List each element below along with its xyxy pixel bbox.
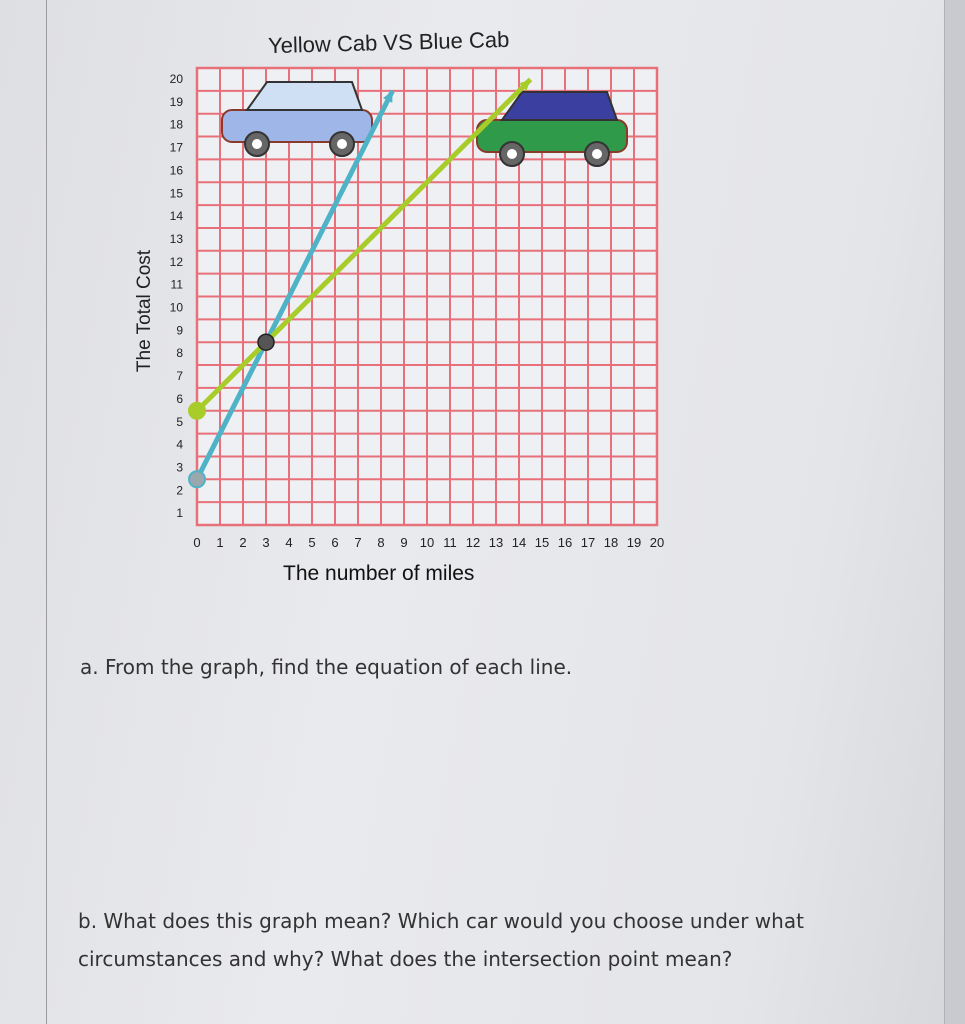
y-tick-label: 20 bbox=[169, 72, 183, 86]
x-tick-label: 16 bbox=[557, 535, 573, 550]
series-start-point-1 bbox=[189, 471, 205, 487]
y-tick-label: 16 bbox=[169, 163, 183, 178]
y-tick-label: 14 bbox=[169, 209, 183, 224]
chart-title: Yellow Cab VS Blue Cab bbox=[267, 26, 510, 59]
x-tick-label: 6 bbox=[331, 535, 339, 550]
y-tick-label: 13 bbox=[169, 231, 183, 246]
x-tick-label: 12 bbox=[465, 535, 481, 550]
y-tick-label: 7 bbox=[176, 369, 183, 384]
y-tick-label: 18 bbox=[169, 117, 183, 132]
y-tick-label: 5 bbox=[176, 414, 183, 429]
y-tick-label: 2 bbox=[176, 483, 183, 498]
x-tick-label: 4 bbox=[285, 535, 293, 550]
x-tick-label: 17 bbox=[580, 535, 596, 550]
question-b: b. What does this graph mean? Which car would you choose under what circumstances and why? What does the intersection point mean? bbox=[78, 909, 804, 971]
x-tick-label: 10 bbox=[419, 535, 435, 550]
y-tick-label: 19 bbox=[169, 94, 183, 109]
question-a: a. From the graph, find the equation of each line. bbox=[80, 655, 573, 679]
x-tick-label: 18 bbox=[603, 535, 619, 550]
x-tick-label: 8 bbox=[377, 535, 385, 550]
y-tick-label: 3 bbox=[176, 460, 183, 475]
x-tick-label: 9 bbox=[400, 535, 408, 550]
y-tick-label: 1 bbox=[176, 506, 183, 521]
x-axis-label: The number of miles bbox=[283, 562, 475, 585]
x-tick-label: 11 bbox=[443, 535, 457, 550]
x-tick-label: 15 bbox=[534, 535, 550, 550]
x-tick-label: 14 bbox=[511, 535, 527, 550]
x-tick-label: 19 bbox=[626, 535, 642, 550]
y-tick-label: 15 bbox=[169, 186, 183, 201]
y-tick-label: 11 bbox=[170, 277, 183, 292]
x-tick-label: 5 bbox=[308, 535, 316, 550]
y-tick-label: 4 bbox=[176, 437, 183, 452]
y-axis-label: The Total Cost bbox=[134, 249, 155, 373]
y-tick-label: 17 bbox=[169, 140, 183, 155]
x-tick-label: 13 bbox=[488, 535, 504, 550]
x-tick-label: 1 bbox=[216, 535, 224, 550]
x-tick-label: 20 bbox=[649, 535, 665, 550]
series-start-point-2 bbox=[189, 403, 205, 419]
intersection-point bbox=[258, 334, 274, 350]
y-tick-label: 12 bbox=[169, 254, 183, 269]
y-tick-label: 6 bbox=[176, 391, 183, 406]
y-tick-label: 8 bbox=[176, 346, 183, 361]
y-tick-label: 9 bbox=[176, 323, 183, 338]
x-tick-label: 2 bbox=[239, 535, 247, 550]
x-tick-label: 0 bbox=[193, 535, 201, 550]
x-tick-label: 3 bbox=[262, 535, 270, 550]
y-tick-label: 10 bbox=[169, 300, 183, 315]
x-tick-label: 7 bbox=[354, 535, 362, 550]
